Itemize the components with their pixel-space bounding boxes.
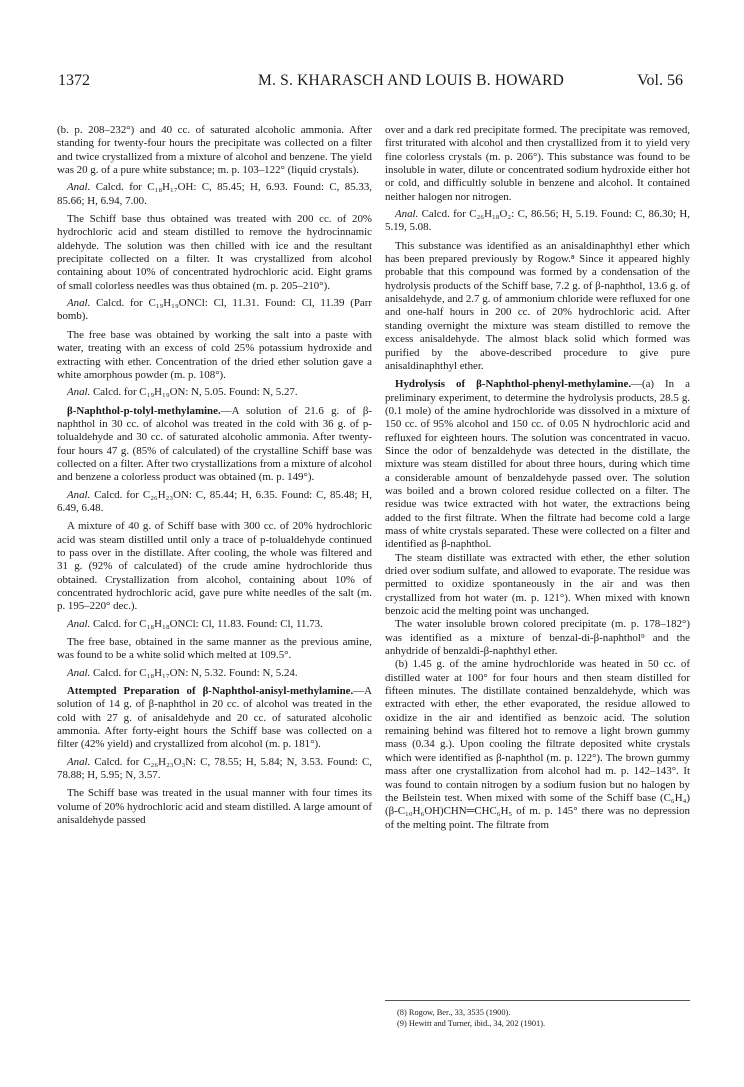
anal-label: Anal.	[67, 488, 91, 501]
paragraph: A mixture of 40 g. of Schiff base with 300 cc. of 20% hydrochloric acid was steam distilled until only a trace of p-tolualdehyde continued to pass over in the distillate. After cooling, the whole was filtered and 31 g. (92% of calculated) of the crude amine hydrochloride thus obtained. Crystallization from alcohol, containing about 10% of concentrated hydrochloric acid, gave pure white needles of the salt (m. p. 195–220° dec.).	[57, 520, 372, 613]
paragraph-text: —(a) In a preliminary experiment, to determine the hydrolysis products, 28.5 g. (0.1 mole) of the amine hydrochloride was dissolved in a mixture of 150 cc. of 95% alcohol and 150 cc. of 0.05 N hydrochloric acid and refluxed for eighteen hours. The solution was concentrated in vacuo. Since the odor of benzaldehyde was detected in the distillate, the mixture was steam distilled for about three hours, during which time a considerable amount of benzaldehyde passed over. The solution was boiled and a brown colored residue collected on a filter. The residue was twice extracted with hot water, the extractions being added to the first filtrate. When the filtrate had become cold a large mass of white crystals separated. These were collected on a filter and identified as β-naphthol.	[385, 378, 690, 551]
paragraph: The Schiff base was treated in the usual manner with four times its volume of 20% hydrochloric acid and steam distilled. A large amount of anisaldehyde passed	[57, 787, 372, 827]
analysis-text: Calcd. for C₂₆H₂₃O₃N: C, 78.55; H, 5.84; N, 3.53. Found: C, 78.88; H, 5.95; N, 3.57.	[57, 755, 372, 782]
analysis-text: Calcd. for C₂₆H₂₃ON: C, 85.44; H, 6.35. Found: C, 85.48; H, 6.49, 6.48.	[57, 488, 372, 514]
analysis-line	[57, 489, 372, 516]
volume-label: Vol. 56	[637, 72, 683, 89]
paragraph: This substance was identified as an anisaldinaphthyl ether which has been prepared previously by Rogow.⁸ Since it appeared highly probable that this compound was formed by a condensation of the hydrolysis products of the Schiff base, 7.2 g. of β-naphthol, 13.6 g. of anisaldehyde, and 2.7 g. of ammonium chloride were refluxed for one and one-half hours in 200 cc. of 20% hydrochloric acid. After standing overnight the mixture was steam distilled to remove the excess anisaldehyde. The almost black solid which formed was purified by the above-described procedure to give pure anisaldinaphthyl ether.	[385, 239, 690, 372]
section-paragraph	[57, 405, 372, 485]
analysis-text: Calcd. for C₁₈H₁₇ON: N, 5.32. Found: N, 5.24.	[93, 666, 298, 679]
anal-label: Anal.	[67, 666, 91, 679]
analysis-line	[57, 618, 372, 631]
analysis-text: Calcd. for C₁₈H₁₈ONCl: Cl, 11.83. Found: Cl, 11.73.	[93, 617, 323, 630]
paragraph-text: —A solution of 21.6 g. of β-naphthol in 30 cc. of alcohol was treated in the cold with 36 g. of p-tolualdehyde and 30 cc. of saturated alcoholic ammonia. After twenty-four hours 47 g. (85% of calculated) of the crystalline Schiff base was collected on a filter. After two crystallizations from a mixture of alcohol and benzene a colorless product was obtained (m. p. 149°).	[57, 404, 372, 484]
analysis-line	[57, 386, 372, 399]
section-paragraph	[57, 685, 372, 752]
paragraph: (b) 1.45 g. of the amine hydrochloride was heated in 50 cc. of distilled water at 100° for four hours and then steam distilled for fifteen minutes. The distillate contained benzaldehyde, which was extracted with ether, the ether evaporated, the residue allowed to oxidize in the air and identified as benzoic acid. The solution remaining behind was filtered hot to remove a light brown gummy mass (0.34 g.). Upon cooling the filtrate deposited white crystals which were identified as β-naphthol (m. p. 122°). The brown gummy mass after one crystallization from alcohol had m. p. 142–143°. It was found to contain nitrogen by a sodium fusion but no halogen by the Beilstein test. When mixed with some of the Schiff base (C₆H₄)(β-C₁₀H₆OH)CHN═CHC₆H₅ of m. p. 145° there was no depression of the melting point. The filtrate from	[385, 658, 690, 831]
continued-paragraph: (b. p. 208–232°) and 40 cc. of saturated alcoholic ammonia. After standing for twenty-four hours the precipitate was collected on a filter and twice crystallized from a mixture of alcohol and benzene. The yield was 20 g. of a pure white substance; m. p. 103–122° (liquid crystals).	[57, 124, 372, 177]
anal-label: Anal.	[67, 755, 91, 768]
right-column	[385, 124, 690, 832]
section-heading: β-Naphthol-p-tolyl-methylamine.	[67, 404, 221, 417]
analysis-text: Calcd. for C₁₈H₁₇OH: C, 85.45; H, 6.93. Found: C, 85.33, 85.66; H, 6.94, 7.00.	[57, 181, 372, 207]
paragraph: The free base was obtained by working the salt into a paste with water, treating with an excess of cold 25% potassium hydroxide and extracting with ether. Concentration of the dried ether solution gave a white amorphous powder (m. p. 108°).	[57, 328, 372, 381]
running-title: M. S. KHARASCH AND LOUIS B. HOWARD	[258, 72, 565, 89]
paragraph: The water insoluble brown colored precipitate (m. p. 178–182°) was identified as a mixture of benzal-di-β-naphthol⁹ and the anhydride of benzaldi-β-naphthyl ether.	[385, 618, 690, 658]
anal-label: Anal.	[395, 208, 419, 221]
paragraph: The steam distillate was extracted with ether, the ether solution dried over sodium sulfate, and allowed to evaporate. The residue was permitted to oxidize spontaneously in the air and was then crystallized from hot water (m. p. 121°). When mixed with known benzoic acid the melting point was unchanged.	[385, 551, 690, 618]
footnotes	[385, 1000, 690, 1029]
analysis-line	[57, 667, 372, 680]
analysis-text: Calcd. for C₁₉H₁₉ON: N, 5.05. Found: N, 5.27.	[93, 386, 298, 399]
section-heading: Hydrolysis of β-Naphthol-phenyl-methylamine.	[395, 378, 632, 391]
paragraph-text: —A solution of 14 g. of β-naphthol in 20 cc. of alcohol was treated in the cold with 27 g. of anisaldehyde and 20 cc. of saturated alcoholic ammonia. After forty-eight hours the Schiff base was collected on a filter (42% yield) and crystallized from alcohol (m. p. 181°).	[57, 685, 372, 751]
analysis-line	[57, 181, 372, 208]
section-paragraph	[385, 378, 690, 551]
analysis-text: Calcd. for C₂₆H₁₈O₂: C, 86.56; H, 5.19. Found: C, 86.30; H, 5.19, 5.08.	[385, 208, 690, 234]
footnote: (9) Hewitt and Turner, ibid., 34, 202 (1901).	[397, 1019, 546, 1028]
analysis-line	[57, 756, 372, 783]
footnote: (8) Rogow, Ber., 33, 3535 (1900).	[397, 1008, 511, 1017]
analysis-text: Calcd. for C₁₉H₁₉ONCl: Cl, 11.31. Found: Cl, 11.39 (Parr bomb).	[57, 297, 372, 323]
anal-label: Anal.	[67, 617, 91, 630]
page-number: 1372	[58, 72, 90, 89]
continued-paragraph: over and a dark red precipitate formed. The precipitate was removed, first triturated with alcohol and then crystallized from it to yield very fine colorless crystals (m. p. 206°). This substance was found to be insoluble in water, dilute or concentrated sodium hydroxide either hot or cold, and difficultly soluble in benzene and alcohol. It contained neither halogen nor nitrogen.	[385, 124, 690, 203]
paragraph: The Schiff base thus obtained was treated with 200 cc. of 20% hydrochloric acid and steam distilled to remove the hydrocinnamic aldehyde. The solution was then chilled with ice and the resultant precipitate collected on a filter. It was crystallized from alcohol containing about 10% of concentrated hydrochloric acid. Eight grams of small colorless needles was thus obtained (m. p. 205–210°).	[57, 213, 372, 292]
paragraph: The free base, obtained in the same manner as the previous amine, was found to be a white solid which melted at 109.5°.	[57, 636, 372, 662]
anal-label: Anal.	[67, 181, 91, 194]
analysis-line	[385, 208, 690, 235]
running-header	[58, 72, 683, 96]
anal-label: Anal.	[67, 297, 91, 310]
section-heading: Attempted Preparation of β-Naphthol-anisyl-methylamine.	[67, 685, 354, 698]
left-column	[57, 124, 372, 828]
analysis-line	[57, 297, 372, 324]
anal-label: Anal.	[67, 386, 91, 399]
